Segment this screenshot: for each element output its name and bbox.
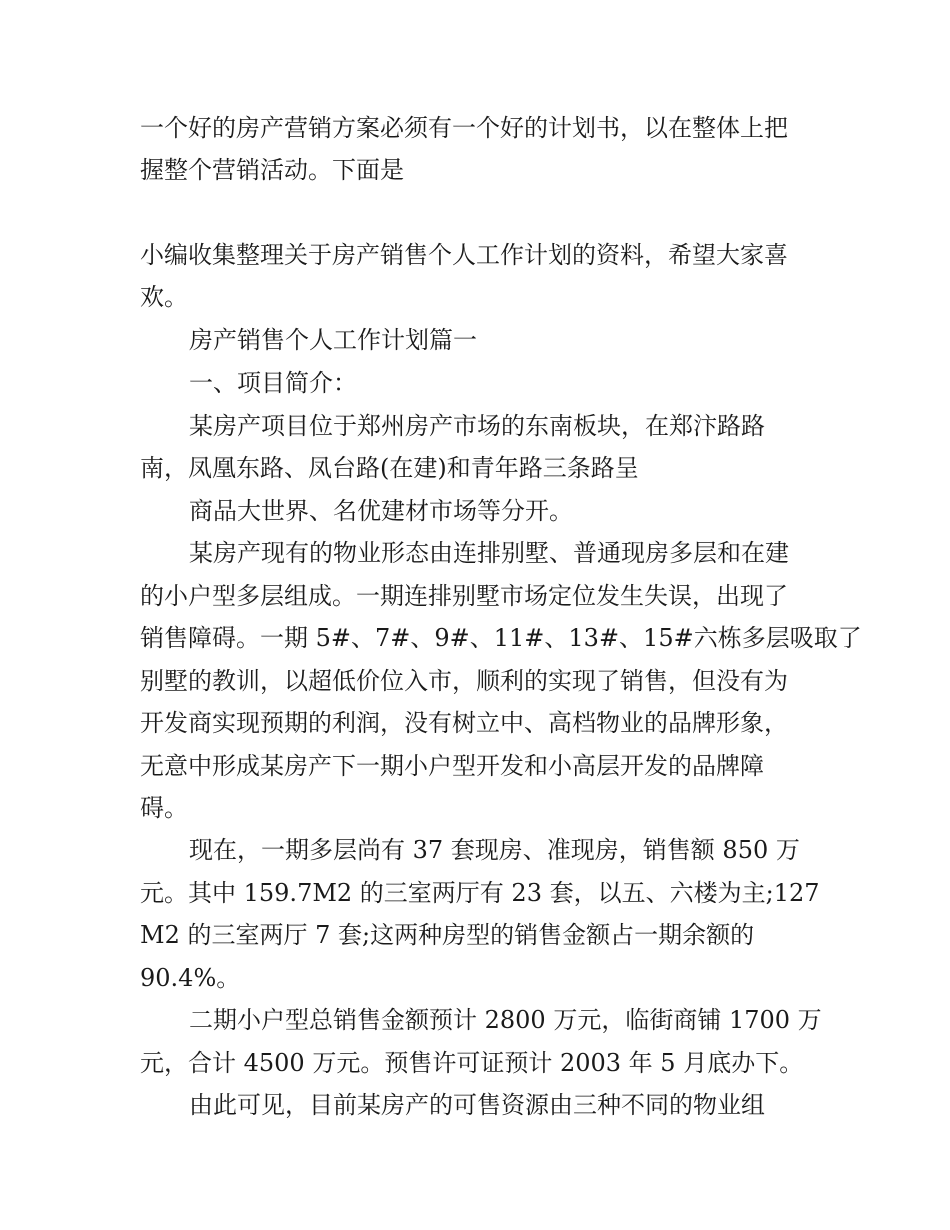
paragraph-line: 无意中形成某房产下一期小户型开发和小高层开发的品牌障 xyxy=(140,752,764,780)
paragraph-line: M2 的三室两厅 7 套;这两种房型的销售金额占一期余额的 xyxy=(140,921,755,949)
paragraph-line: 握整个营销活动。下面是 xyxy=(140,156,404,184)
paragraph-line: 碍。 xyxy=(140,794,188,822)
paragraph-line: 一个好的房产营销方案必须有一个好的计划书，以在整体上把 xyxy=(140,114,788,142)
paragraph-line: 某房产项目位于郑州房产市场的东南板块，在郑汴路路 xyxy=(189,412,765,440)
paragraph-line: 二期小户型总销售金额预计 2800 万元，临街商铺 1700 万 xyxy=(189,1006,822,1034)
paragraph-line: 元。其中 159.7M2 的三室两厅有 23 套，以五、六楼为主;127 xyxy=(140,879,820,907)
paragraph-line: 现在，一期多层尚有 37 套现房、准现房，销售额 850 万 xyxy=(189,836,800,864)
section-heading: 一、项目简介： xyxy=(189,369,357,397)
paragraph-line: 销售障碍。一期 5#、7#、9#、11#、13#、15#六栋多层吸取了 xyxy=(140,624,862,652)
paragraph-line: 的小户型多层组成。一期连排别墅市场定位发生失误，出现了 xyxy=(140,582,788,610)
section-title: 房产销售个人工作计划篇一 xyxy=(189,326,477,354)
paragraph-line: 商品大世界、名优建材市场等分开。 xyxy=(189,497,573,525)
paragraph-line: 90.4%。 xyxy=(140,964,241,992)
paragraph-line: 小编收集整理关于房产销售个人工作计划的资料，希望大家喜 xyxy=(140,241,788,269)
paragraph-line: 某房产现有的物业形态由连排别墅、普通现房多层和在建 xyxy=(189,539,789,567)
paragraph-line: 元，合计 4500 万元。预售许可证预计 2003 年 5 月底办下。 xyxy=(140,1049,804,1077)
paragraph-line: 开发商实现预期的利润，没有树立中、高档物业的品牌形象， xyxy=(140,709,788,737)
paragraph-line: 南，凤凰东路、凤台路(在建)和青年路三条路呈 xyxy=(140,454,639,482)
paragraph-line: 欢。 xyxy=(140,283,188,311)
paragraph-line: 别墅的教训，以超低价位入市，顺利的实现了销售，但没有为 xyxy=(140,667,788,695)
paragraph-line: 由此可见，目前某房产的可售资源由三种不同的物业组 xyxy=(189,1091,765,1119)
